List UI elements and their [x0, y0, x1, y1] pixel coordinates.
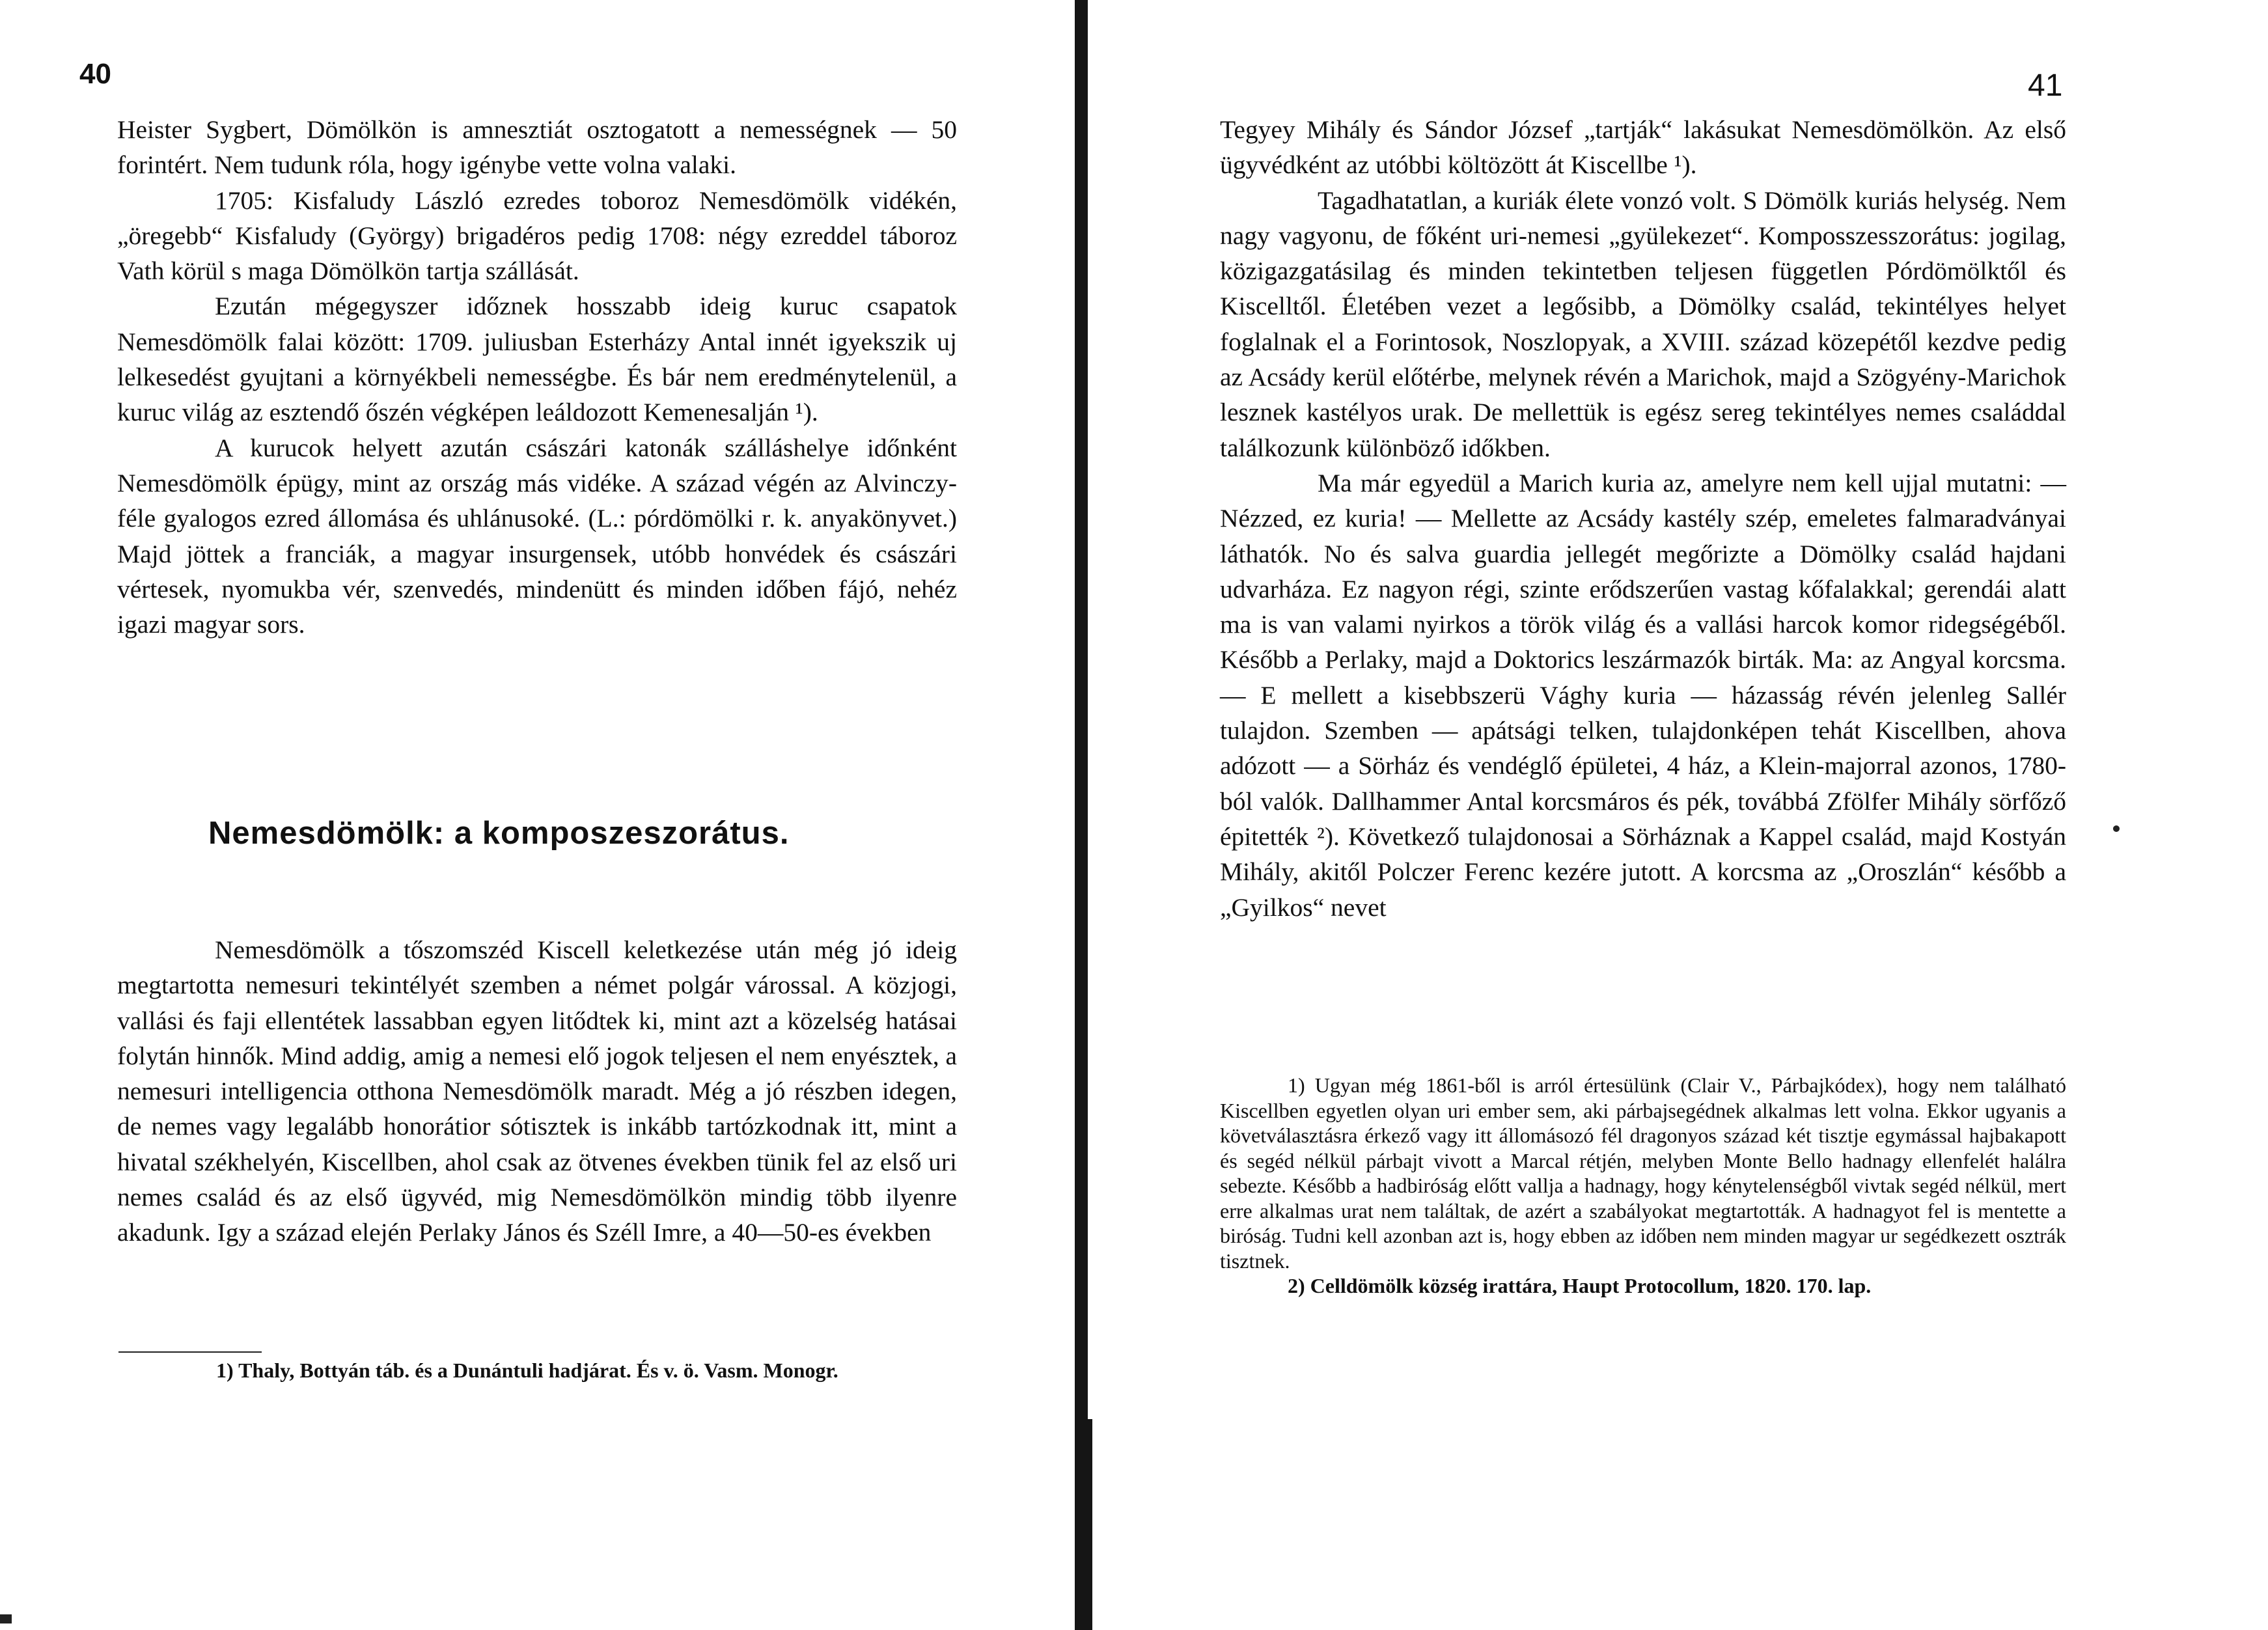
- paragraph: Ezután mégegyszer időznek hosszabb ideig kuruc csapatok Nemesdömölk falai között: 1709. juliusban Esterházy Antal innét igyekszik uj lelkesedést gyujtani a környékbeli nemességbe. És bár nem eredménytelenül, a kuruc világ az esztendő őszén végképen leáldozott Kemenesalján ¹).: [117, 292, 957, 427]
- paragraph: 1705: Kisfaludy László ezredes toboroz Nemesdömölk vidékén, „öregebb“ Kisfaludy (György) brigadéros pedig 1708: négy ezreddel táboroz Vath körül s maga Dömölkön tartja szállását.: [117, 186, 957, 286]
- left-page: [0, 0, 1094, 1630]
- paragraph: Ma már egyedül a Marich kuria az, amelyre nem kell ujjal mutatni: — Nézzed, ez kuria! — Mellette az Acsády kastély szép, emeletes falmaradványai láthatók. No és salva guardia jellegét megőrizte a Dömölky család hajdani udvarháza. Ez nagyon régi, szinte erődszerűen vastag kőfalakkal; gerendái alatt ma is van valami nyirkos a török világ és a vallási harcok komor ridegségéből. Később a Perlaky, majd a Doktorics leszármazók birták. Ma: az Angyal korcsma. — E mellett a kisebbszerü Vághy kuria — házasság révén jelenleg Sallér tulajdon. Szemben — apátsági telken, tulajdonképen tehát Kiscellben, ahova adózott — a Sörház és vendéglő épületei, 4 ház, a Klein-majorral azonos, 1780-ból valók. Dallhammer Antal korcsmáros és pék, továbbá Zfölfer Mihály sörfőző épitették ²). Következő tulajdonosai a Sörháznak a Kappel család, majd Kostyán Mihály, akitől Polczer Ferenc kezére jutott. A korcsma az „Oroszlán“ később a „Gyilkos“ nevet: [1220, 468, 2066, 922]
- footnote: 1) Thaly, Bottyán táb. és a Dunántuli hadjárat. És v. ö. Vasm. Monogr.: [216, 1359, 838, 1382]
- paragraph: Tegyey Mihály és Sándor József „tartják“ lakásukat Nemesdömölkön. Az első ügyvédként az utóbbi költözött át Kiscellbe ¹).: [1220, 115, 2066, 180]
- footnotes: [1220, 1073, 2066, 1299]
- page-number: 40: [79, 58, 111, 90]
- section-heading: Nemesdömölk: a komposzeszorátus.: [208, 816, 790, 851]
- book-gutter-shadow: [1085, 1419, 1092, 1630]
- footnote: 1) Ugyan még 1861-ből is arról értesülünk (Clair V., Párbajkódex), hogy nem található Kiscellben egyetlen olyan uri ember sem, aki párbajsegédnek alkalmas lett volna. Ekkor ugyanis a követválasztásra érkező vagy itt állomásozó fél dragonyos század két tisztje egymással hajbakapott és segéd nélkül párbajt vivott a Marcal rétjén, melyben Monte Bello hadnagy ellenfelét halálra sebezte. Később a hadbiróság előtt vallja a hadnagy, hogy kénytelenségből vivtak segéd nélkül, mert erre alkalmas urat nem találtak, de azért a szabályokat megtartották. A hadnagyot fel is mentette a biróság. Tudni kell azonban azt is, hogy ebben az időben nem minden magyar ur segédkezett osztrák tisztnek.: [1220, 1073, 2066, 1273]
- book-gutter: [1075, 0, 1088, 1630]
- paragraph: A kurucok helyett azután császári katonák szálláshelye időnként Nemesdömölk épügy, mint az ország más vidéke. A század végén az Alvinczy-féle gyalogos ezred állomása és uhlánusoké. (L.: pórdömölki r. k. anyakönyvet.) Majd jöttek a franciák, a magyar insurgensek, utóbb honvédek és császári vértesek, nyomukba vér, szenvedés, mindenütt és minden időben fájó, nehéz igazi magyar sors.: [117, 433, 957, 639]
- body-text: [117, 932, 957, 1250]
- body-text: [1220, 112, 2066, 925]
- paragraph: Tagadhatatlan, a kuriák élete vonzó volt. S Dömölk kuriás helység. Nem nagy vagyonu, de főként uri-nemesi „gyülekezet“. Komposszesszorátus: jogilag, közigazgatásilag és minden tekintetben teljesen független Pórdömölktől és Kiscelltől. Életében vezet a legősibb, a Dömölky család, tekintélyes helyet foglalnak el a Forintosok, Noszlopyak, a XVIII. század közepétől kezdve pedig az Acsády kerül előtérbe, melynek révén a Marichok, majd a Szögyény-Marichok lesznek kastélyos urak. De mellettük is egész sereg tekintélyes nemes családdal találkozunk különböző időkben.: [1220, 186, 2066, 462]
- footnote: 2) Celldömölk község irattára, Haupt Protocollum, 1820. 170. lap.: [1288, 1274, 1872, 1297]
- scan-edge-mark: [0, 1614, 12, 1623]
- paragraph: Nemesdömölk a tőszomszéd Kiscell keletkezése után még jó ideig megtartotta nemesuri tekintélyét szemben a német polgár várossal. A közjogi, vallási és faji ellentétek lassabban egyen litődtek ki, mint azt a közelség hatásai folytán hinnők. Mind addig, amig a nemesi elő jogok teljesen el nem enyésztek, a nemesuri intelligencia otthona Nemesdömölk maradt. Még a jó részben idegen, de nemes vagy legalább honorátior sótisztek is inkább tartózkodnak itt, mint a hivatal székhelyén, Kiscellben, ahol csak az ötvenes években tünik fel az első uri nemes család és az első ügyvéd, mig Nemesdömölkön mindig több ilyenre akadunk. Igy a század elején Perlaky János és Széll Imre, a 40—50-es években: [117, 935, 957, 1247]
- body-text: [117, 112, 957, 642]
- paragraph: Heister Sygbert, Dömölkön is amnesztiát osztogatott a nemességnek — 50 forintért. Nem tudunk róla, hogy igénybe vette volna valaki.: [117, 115, 957, 180]
- footnotes: [118, 1358, 958, 1383]
- right-page: [1100, 0, 2268, 1630]
- footnote-divider: [118, 1351, 262, 1353]
- page-number: 41: [2028, 68, 2063, 103]
- scan-speck: [2113, 825, 2120, 832]
